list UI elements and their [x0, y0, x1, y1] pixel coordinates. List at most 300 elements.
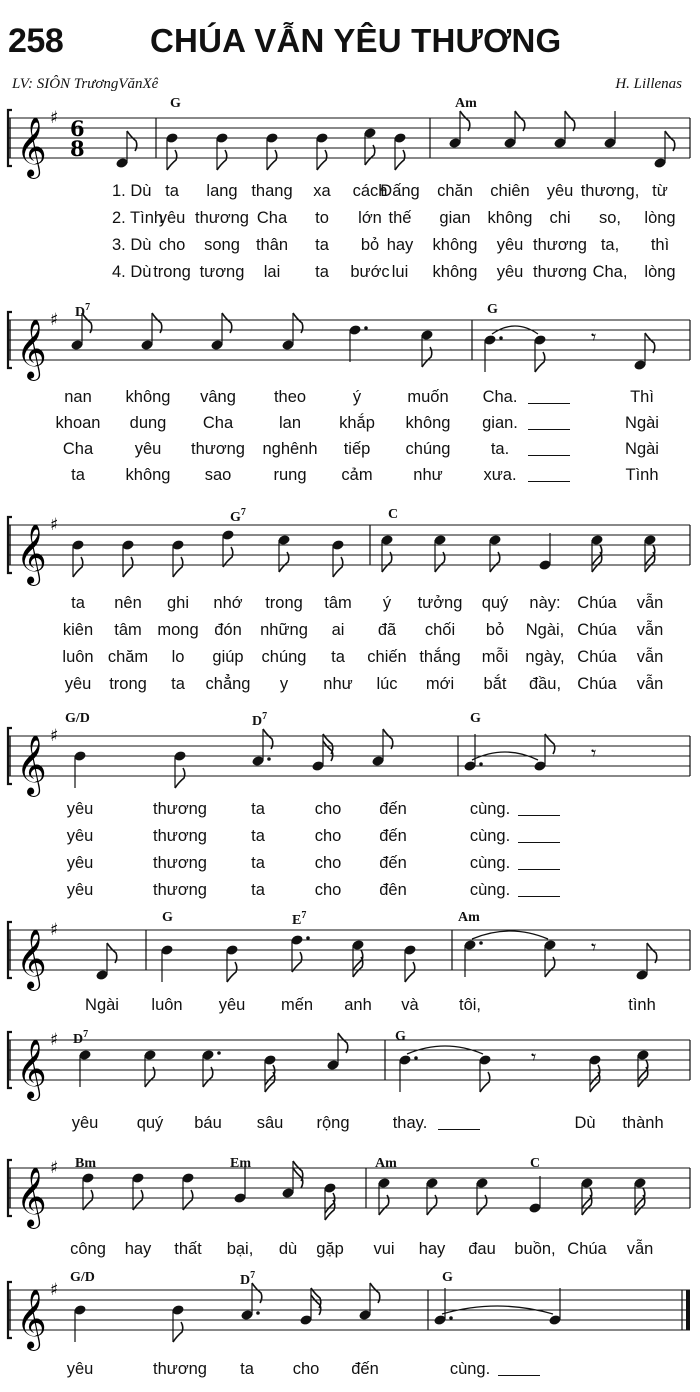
lyric-syllable: to: [315, 209, 329, 227]
lyric-syllable: Tình: [625, 466, 659, 484]
lyric-syllable: Cha: [256, 209, 288, 227]
lyric-syllable: ta: [251, 881, 265, 899]
lyric-syllable: yêu: [496, 263, 524, 281]
lyric-syllable: tâm: [324, 594, 352, 612]
chord-root: G: [470, 711, 481, 726]
lyric-syllable: xưa.: [483, 466, 517, 484]
lyric-syllable: mong: [157, 621, 199, 639]
lyric-syllable: lan: [278, 414, 302, 432]
chord-symbol: [292, 910, 306, 929]
time-signature-top: 6: [70, 116, 85, 141]
lyric-syllable: cùng.: [469, 854, 511, 872]
chord-symbol: [75, 302, 90, 321]
lyric-syllable: ta: [240, 1360, 254, 1378]
lyric-syllable: yêu: [546, 182, 574, 200]
lyric-syllable: 1. Dù: [112, 182, 152, 200]
lyric-verse-1: [0, 1114, 700, 1136]
lyric-syllable: cho: [292, 1360, 320, 1378]
lyric-extender-line: [498, 1375, 540, 1376]
lyric-syllable: tưởng: [417, 594, 463, 612]
lyric-syllable: đau: [468, 1240, 496, 1258]
lyric-syllable: chẳng: [205, 675, 251, 693]
chord-symbol: [162, 910, 173, 926]
lyric-syllable: ta: [315, 263, 329, 281]
lyric-syllable: y: [279, 675, 289, 693]
lyric-syllable: ta: [171, 675, 185, 693]
lyric-syllable: không: [125, 466, 171, 484]
lyric-syllable: vẫn: [636, 648, 664, 666]
lyric-syllable: tôi,: [458, 996, 482, 1014]
lyric-syllable: quý: [136, 1114, 164, 1132]
lyric-syllable: thế: [388, 209, 412, 227]
lyric-syllable: chăm: [107, 648, 149, 666]
lyric-syllable: đến: [351, 1360, 379, 1378]
lyric-syllable: cách: [352, 182, 388, 200]
lyric-syllable: Ngài: [625, 440, 659, 458]
lyric-syllable: thay.: [392, 1114, 428, 1132]
lyric-syllable: trong: [109, 675, 147, 693]
treble-clef-icon: 𝄞: [16, 524, 47, 584]
chord-symbol: [70, 1270, 95, 1286]
lyric-syllable: đã: [377, 621, 397, 639]
note-flag: [535, 352, 545, 372]
lyric-syllable: chúng: [261, 648, 307, 666]
lyric-syllable: đón: [214, 621, 242, 639]
lyric-syllable: thương: [153, 1360, 207, 1378]
lyric-syllable: thương: [191, 440, 245, 458]
treble-clef-icon: 𝄞: [16, 1167, 47, 1227]
lyric-syllable: theo: [273, 388, 307, 406]
hymn-title: CHÚA VẪN YÊU THƯƠNG: [150, 22, 562, 59]
lyric-syllable: vui: [373, 1240, 395, 1258]
lyric-syllable: Cha,: [592, 263, 628, 281]
chord-symbol: [252, 711, 267, 730]
lyric-syllable: yêu: [71, 1114, 99, 1132]
lyric-extender-line: [518, 842, 560, 843]
lyric-syllable: gian: [439, 209, 471, 227]
lyric-syllable: dung: [129, 414, 167, 432]
chord-root: Em: [230, 1156, 251, 1171]
lyric-syllable: sao: [204, 466, 232, 484]
chord-symbol: [240, 1270, 255, 1289]
chord-root: D: [75, 305, 86, 320]
lyric-verse-3: [0, 440, 700, 462]
chord-root: Bm: [75, 1156, 96, 1171]
lyric-syllable: thương: [153, 854, 207, 872]
chord-extension: 7: [240, 507, 246, 518]
eighth-rest-icon: 𝄾: [591, 325, 597, 349]
lyric-verse-2: [0, 209, 700, 231]
eighth-rest-icon: 𝄾: [531, 1045, 537, 1069]
note-flag: [480, 1072, 490, 1092]
note-flag: [223, 547, 233, 567]
lyric-syllable: ai: [331, 621, 345, 639]
lyric-syllable: ta,: [600, 236, 620, 254]
key-signature-sharp-icon: ♯: [50, 1158, 59, 1178]
lyric-syllable: vẫn: [636, 675, 664, 693]
lyric-syllable: vẫn: [626, 1240, 654, 1258]
lyric-syllable: không: [432, 263, 478, 281]
lyric-syllable: anh: [344, 996, 372, 1014]
chord-symbol: [75, 1156, 96, 1172]
lyric-syllable: Ngài: [85, 996, 119, 1014]
lyric-syllable: thương: [153, 800, 207, 818]
lyric-syllable: kiên: [62, 621, 94, 639]
lyric-syllable: yêu: [66, 800, 94, 818]
chord-root: G: [442, 1270, 453, 1285]
lyric-syllable: gian.: [482, 414, 518, 432]
chord-root: G: [162, 910, 173, 925]
lyric-verse-1: [0, 594, 700, 616]
note-flag: [123, 557, 133, 577]
lyric-syllable: ta: [251, 800, 265, 818]
lyric-syllable: này:: [529, 594, 561, 612]
lyric-syllable: 4. Dù: [112, 263, 152, 281]
lyric-syllable: bỏ: [360, 236, 380, 254]
chord-root: D: [252, 714, 263, 729]
lyric-syllable: những: [260, 621, 308, 639]
chord-symbol: [530, 1156, 540, 1172]
lyric-syllable: khắp: [339, 414, 375, 432]
lyric-syllable: bại,: [226, 1240, 254, 1258]
lyric-syllable: Đấng: [380, 182, 420, 200]
lyric-verse-3: [0, 648, 700, 670]
treble-clef-icon: 𝄞: [16, 929, 47, 989]
lyric-syllable: ta: [251, 827, 265, 845]
lyric-syllable: yêu: [66, 1360, 94, 1378]
note-flag: [292, 952, 302, 972]
lyric-syllable: lớn: [358, 209, 382, 227]
treble-clef-icon: 𝄞: [16, 1289, 47, 1349]
lyric-syllable: xa: [313, 182, 331, 200]
lyric-verse-2: [0, 827, 700, 849]
lyric-syllable: giúp: [212, 648, 244, 666]
lyric-syllable: gặp: [316, 1240, 344, 1258]
key-signature-sharp-icon: ♯: [50, 1030, 59, 1050]
chord-root: D: [240, 1273, 251, 1288]
note-flag: [173, 1322, 183, 1342]
chord-extension: 7: [83, 1029, 89, 1040]
note-flag: [227, 962, 237, 982]
lyric-verse-1: [0, 182, 700, 204]
lyric-verse-4: [0, 675, 700, 697]
chord-symbol: [442, 1270, 453, 1286]
lyricist-credit: LV: SIÔN TrươngVănXê: [12, 76, 159, 92]
lyric-syllable: bước: [350, 263, 390, 281]
lyric-syllable: vẫn: [636, 621, 664, 639]
chord-root: E: [292, 913, 302, 928]
lyric-syllable: thành: [622, 1114, 664, 1132]
chord-symbol: [375, 1156, 397, 1172]
lyric-syllable: 3. Dù: [112, 236, 152, 254]
lyric-syllable: buồn,: [514, 1240, 556, 1258]
lyric-syllable: ta: [251, 854, 265, 872]
lyric-extender-line: [528, 429, 570, 430]
lyric-syllable: cho: [314, 827, 342, 845]
lyric-syllable: đên: [379, 881, 407, 899]
lyric-extender-line: [528, 481, 570, 482]
lyric-syllable: yêu: [158, 209, 186, 227]
lyric-verse-1: [0, 1360, 700, 1382]
lyric-syllable: cùng.: [449, 1360, 491, 1378]
lyric-syllable: thang: [251, 182, 293, 200]
lyric-syllable: chi: [549, 209, 571, 227]
lyric-syllable: Cha: [202, 414, 234, 432]
note-flag: [333, 557, 343, 577]
lyric-syllable: cho: [314, 881, 342, 899]
lyric-syllable: ta.: [490, 440, 510, 458]
chord-extension: 7: [250, 1270, 256, 1281]
eighth-rest-icon: 𝄾: [591, 935, 597, 959]
lyric-syllable: so,: [598, 209, 622, 227]
note-flag: [83, 1190, 93, 1210]
lyric-syllable: Cha.: [482, 388, 518, 406]
note-dot: [499, 336, 503, 340]
chord-symbol: [455, 96, 477, 112]
lyric-syllable: luôn: [151, 996, 183, 1014]
key-signature-sharp-icon: ♯: [50, 515, 59, 535]
lyric-syllable: ta: [71, 594, 85, 612]
chord-root: Am: [455, 96, 477, 111]
lyric-syllable: yêu: [64, 675, 92, 693]
note-dot: [217, 1051, 221, 1055]
lyric-syllable: Chúa: [577, 675, 617, 693]
note-dot: [306, 936, 310, 940]
lyric-verse-3: [0, 236, 700, 258]
treble-clef-icon: 𝄞: [16, 735, 47, 795]
lyric-verse-1: [0, 388, 700, 410]
lyric-syllable: rung: [273, 466, 307, 484]
lyric-syllable: chăn: [437, 182, 473, 200]
chord-symbol: [230, 507, 246, 526]
note-flag: [317, 150, 327, 170]
treble-clef-icon: 𝄞: [16, 117, 47, 177]
note-flag: [545, 734, 555, 754]
note-dot: [414, 1056, 418, 1060]
lyric-syllable: dù: [278, 1240, 298, 1258]
lyric-syllable: thương: [153, 827, 207, 845]
lyric-syllable: yêu: [134, 440, 162, 458]
lyric-syllable: bắt: [483, 675, 507, 693]
tie-arc: [472, 931, 548, 939]
note-flag: [175, 768, 185, 788]
chord-symbol: [73, 1029, 88, 1048]
lyric-syllable: 2. Tình: [112, 209, 164, 227]
chord-symbol: [458, 910, 480, 926]
lyric-verse-4: [0, 466, 700, 488]
lyric-extender-line: [518, 815, 560, 816]
lyric-extender-line: [518, 869, 560, 870]
lyric-syllable: yêu: [218, 996, 246, 1014]
note-flag: [267, 150, 277, 170]
lyric-syllable: mới: [425, 675, 455, 693]
lyric-extender-line: [518, 896, 560, 897]
lyric-syllable: cùng.: [469, 827, 511, 845]
lyric-syllable: đầu,: [528, 675, 562, 693]
lyric-syllable: lai: [263, 263, 281, 281]
lyric-syllable: lo: [171, 648, 185, 666]
lyric-syllable: Chúa: [577, 621, 617, 639]
lyric-syllable: thương: [195, 209, 249, 227]
chord-root: G: [170, 96, 181, 111]
lyric-syllable: tình: [628, 996, 656, 1014]
lyric-syllable: trong: [153, 263, 191, 281]
lyric-syllable: Thì: [630, 388, 654, 406]
lyric-syllable: không: [432, 236, 478, 254]
lyric-syllable: Chúa: [577, 594, 617, 612]
chord-symbol: [170, 96, 181, 112]
lyric-syllable: hay: [418, 1240, 446, 1258]
lyric-syllable: yêu: [66, 881, 94, 899]
lyric-extender-line: [528, 403, 570, 404]
treble-clef-icon: 𝄞: [16, 319, 47, 379]
lyric-syllable: tương: [199, 263, 245, 281]
lyric-syllable: thương: [533, 263, 587, 281]
chord-symbol: [470, 711, 481, 727]
chord-root: G: [487, 302, 498, 317]
note-dot: [479, 762, 483, 766]
note-dot: [256, 1311, 260, 1315]
note-flag: [173, 557, 183, 577]
lyric-syllable: Ngài,: [525, 621, 565, 639]
lyric-syllable: khoan: [55, 414, 101, 432]
eighth-rest-icon: 𝄾: [591, 741, 597, 765]
key-signature-sharp-icon: ♯: [50, 108, 59, 128]
chord-root: C: [530, 1156, 541, 1171]
lyric-syllable: thất: [174, 1240, 202, 1258]
lyric-verse-1: [0, 800, 700, 822]
lyric-syllable: chúng: [405, 440, 451, 458]
lyric-syllable: bỏ: [485, 621, 505, 639]
key-signature-sharp-icon: ♯: [50, 726, 59, 746]
lyric-extender-line: [438, 1129, 480, 1130]
lyric-syllable: Dù: [574, 1114, 596, 1132]
lyric-syllable: ta: [315, 236, 329, 254]
lyric-syllable: lúc: [376, 675, 398, 693]
lyric-syllable: cho: [314, 800, 342, 818]
lyric-syllable: sâu: [256, 1114, 284, 1132]
lyric-syllable: nhớ: [213, 594, 243, 612]
lyric-verse-2: [0, 621, 700, 643]
chord-extension: 7: [301, 910, 307, 921]
lyric-syllable: đến: [379, 854, 407, 872]
lyric-syllable: yêu: [66, 827, 94, 845]
chord-root: G/D: [65, 711, 90, 726]
chord-symbol: [65, 711, 90, 727]
lyric-syllable: song: [204, 236, 240, 254]
lyric-syllable: ý: [382, 594, 392, 612]
lyric-syllable: mến: [280, 996, 314, 1014]
lyric-syllable: như: [323, 675, 353, 693]
lyric-syllable: mỗi: [481, 648, 509, 666]
lyric-extender-line: [528, 455, 570, 456]
chord-symbol: [395, 1029, 406, 1045]
lyric-syllable: không: [487, 209, 533, 227]
lyric-syllable: luôn: [62, 648, 94, 666]
lyric-syllable: thương: [153, 881, 207, 899]
lyric-syllable: như: [413, 466, 443, 484]
lyric-syllable: lòng: [644, 263, 676, 281]
lyric-syllable: nan: [64, 388, 92, 406]
chord-extension: 7: [262, 711, 268, 722]
lyric-syllable: cùng.: [469, 800, 511, 818]
time-signature-bottom: 8: [70, 136, 85, 161]
lyric-syllable: vâng: [200, 388, 236, 406]
lyric-verse-1: [0, 1240, 700, 1262]
lyric-syllable: tiếp: [343, 440, 371, 458]
chord-symbol: [388, 507, 398, 523]
key-signature-sharp-icon: ♯: [50, 310, 59, 330]
lyric-syllable: hay: [124, 1240, 152, 1258]
lyric-verse-3: [0, 854, 700, 876]
lyric-syllable: cảm: [341, 466, 373, 484]
lyric-verse-2: [0, 414, 700, 436]
lyric-syllable: báu: [194, 1114, 222, 1132]
hymn-number: 258: [8, 22, 64, 60]
lyric-syllable: lang: [206, 182, 238, 200]
lyric-syllable: yêu: [496, 236, 524, 254]
lyric-syllable: ta: [71, 466, 85, 484]
lyric-syllable: nghênh: [262, 440, 318, 458]
chord-root: D: [73, 1032, 84, 1047]
chord-symbol: [487, 302, 498, 318]
lyric-syllable: tâm: [114, 621, 142, 639]
note-flag: [395, 150, 405, 170]
lyric-syllable: thắng: [419, 648, 461, 666]
lyric-syllable: chiến: [367, 648, 407, 666]
note-flag: [217, 150, 227, 170]
chord-root: G/D: [70, 1270, 95, 1285]
lyric-syllable: quý: [481, 594, 509, 612]
note-flag: [133, 1190, 143, 1210]
lyric-syllable: ta: [331, 648, 345, 666]
note-dot: [267, 757, 271, 761]
lyric-syllable: Ngài: [625, 414, 659, 432]
lyric-syllable: muốn: [407, 388, 449, 406]
lyric-syllable: rộng: [316, 1114, 350, 1132]
chord-root: G: [230, 510, 241, 525]
note-flag: [405, 962, 415, 982]
chord-root: C: [388, 507, 399, 522]
lyric-syllable: thương: [533, 236, 587, 254]
lyric-syllable: Chúa: [577, 648, 617, 666]
treble-clef-icon: 𝄞: [16, 1039, 47, 1099]
lyric-syllable: cùng.: [469, 881, 511, 899]
lyric-syllable: thân: [255, 236, 289, 254]
note-flag: [183, 1190, 193, 1210]
lyric-syllable: cho: [314, 854, 342, 872]
lyric-syllable: không: [125, 388, 171, 406]
lyric-verse-4: [0, 263, 700, 285]
note-dot: [364, 326, 368, 330]
lyric-syllable: chiên: [490, 182, 530, 200]
lyric-syllable: Cha: [62, 440, 94, 458]
lyric-verse-4: [0, 881, 700, 903]
chord-root: Am: [458, 910, 480, 925]
key-signature-sharp-icon: ♯: [50, 1280, 59, 1300]
note-dot: [449, 1316, 453, 1320]
lyric-syllable: ghi: [166, 594, 190, 612]
composer-credit: H. Lillenas: [615, 76, 682, 92]
lyric-syllable: lòng: [644, 209, 676, 227]
lyric-syllable: thì: [650, 236, 670, 254]
lyric-syllable: không: [405, 414, 451, 432]
lyric-syllable: lui: [391, 263, 409, 281]
lyric-syllable: từ: [652, 182, 668, 200]
lyric-syllable: cho: [158, 236, 186, 254]
chord-symbol: [230, 1156, 251, 1172]
lyric-syllable: và: [401, 996, 419, 1014]
